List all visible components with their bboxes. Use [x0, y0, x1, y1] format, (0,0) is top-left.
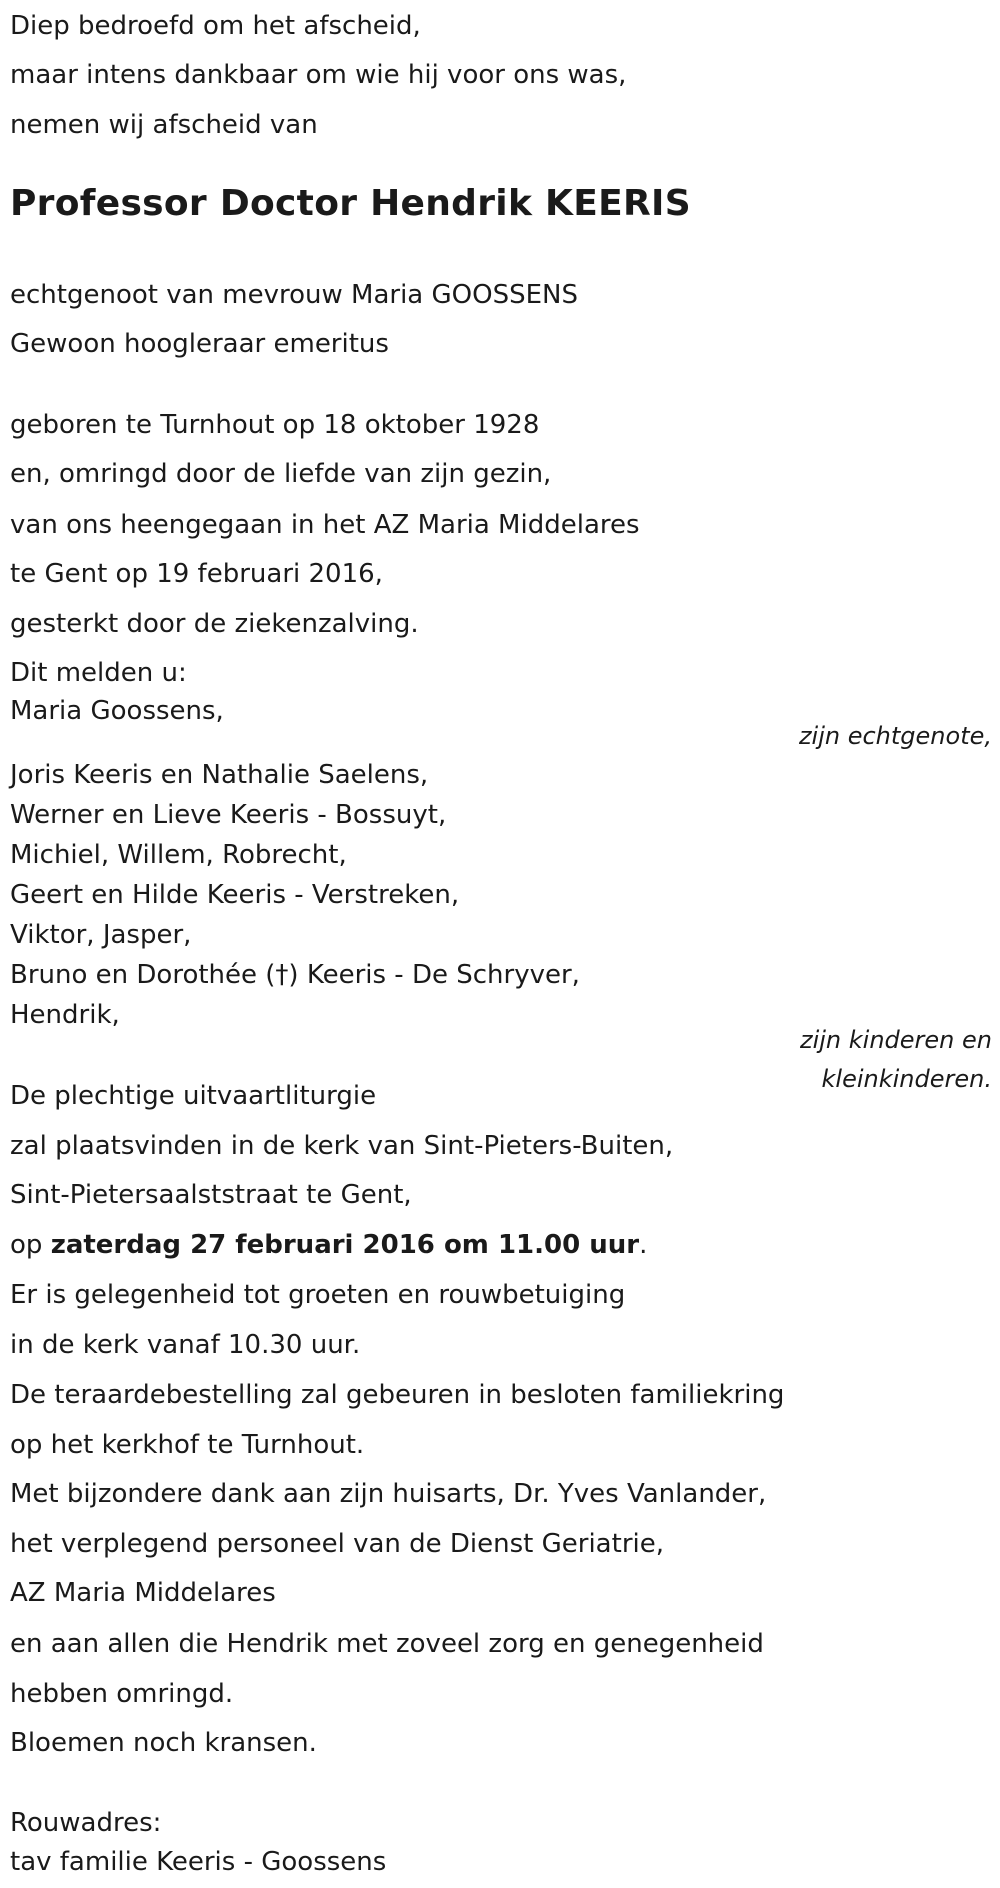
role-line-2: Gewoon hoogleraar emeritus [10, 329, 389, 359]
address-label: Rouwadres: [10, 1808, 162, 1838]
children-relation-line-2: kleinkinderen. [821, 1065, 992, 1093]
intro-line-2: maar intens dankbaar om wie hij voor ons was, [10, 60, 627, 90]
bio-line-5: gesterkt door de ziekenzalving. [10, 609, 419, 639]
detail-line-6: het verplegend personeel van de Dienst Geriatrie, [10, 1529, 664, 1559]
funeral-date-suffix: . [639, 1230, 648, 1260]
intro-line-3: nemen wij afscheid van [10, 110, 318, 140]
detail-line-1: Er is gelegenheid tot groeten en rouwbetuiging [10, 1280, 626, 1310]
announce-label: Dit melden u: [10, 658, 187, 688]
intro-line-1: Diep bedroefd om het afscheid, [10, 11, 421, 41]
detail-line-5: Met bijzondere dank aan zijn huisarts, Dr. Yves Vanlander, [10, 1479, 767, 1509]
funeral-line-3: Sint-Pietersaalststraat te Gent, [10, 1180, 412, 1210]
bio-line-4: te Gent op 19 februari 2016, [10, 559, 383, 589]
family-line-1: Joris Keeris en Nathalie Saelens, [10, 760, 429, 790]
spouse-name: Maria Goossens, [10, 696, 224, 726]
family-line-2: Werner en Lieve Keeris - Bossuyt, [10, 800, 447, 830]
funeral-date-bold: zaterdag 27 februari 2016 om 11.00 uur [50, 1230, 640, 1260]
bio-line-3: van ons heengegaan in het AZ Maria Middelares [10, 510, 640, 540]
detail-line-3: De teraardebestelling zal gebeuren in besloten familiekring [10, 1380, 785, 1410]
detail-line-4: op het kerkhof te Turnhout. [10, 1430, 365, 1460]
funeral-date-prefix: op [10, 1230, 51, 1260]
detail-line-9: hebben omringd. [10, 1679, 234, 1709]
address-line-1: tav familie Keeris - Goossens [10, 1847, 387, 1877]
family-line-5: Viktor, Jasper, [10, 920, 192, 950]
deceased-name-title: Professor Doctor Hendrik KEERIS [10, 183, 691, 224]
bio-line-1: geboren te Turnhout op 18 oktober 1928 [10, 410, 540, 440]
family-line-4: Geert en Hilde Keeris - Verstreken, [10, 880, 460, 910]
role-line-1: echtgenoot van mevrouw Maria GOOSSENS [10, 280, 578, 310]
funeral-line-2: zal plaatsvinden in de kerk van Sint-Pieters-Buiten, [10, 1131, 674, 1161]
family-line-7: Hendrik, [10, 1000, 120, 1030]
detail-line-7: AZ Maria Middelares [10, 1578, 276, 1608]
detail-line-10: Bloemen noch kransen. [10, 1728, 317, 1758]
funeral-line-1: De plechtige uitvaartliturgie [10, 1081, 377, 1111]
funeral-date-line [10, 1228, 647, 1262]
detail-line-8: en aan allen die Hendrik met zoveel zorg en genegenheid [10, 1629, 764, 1659]
spouse-relation: zijn echtgenote, [798, 722, 992, 750]
family-line-6: Bruno en Dorothée (†) Keeris - De Schryver, [10, 960, 580, 990]
children-relation-line-1: zijn kinderen en [800, 1026, 992, 1054]
detail-line-2: in de kerk vanaf 10.30 uur. [10, 1330, 361, 1360]
family-line-3: Michiel, Willem, Robrecht, [10, 840, 347, 870]
bio-line-2: en, omringd door de liefde van zijn gezin, [10, 459, 552, 489]
